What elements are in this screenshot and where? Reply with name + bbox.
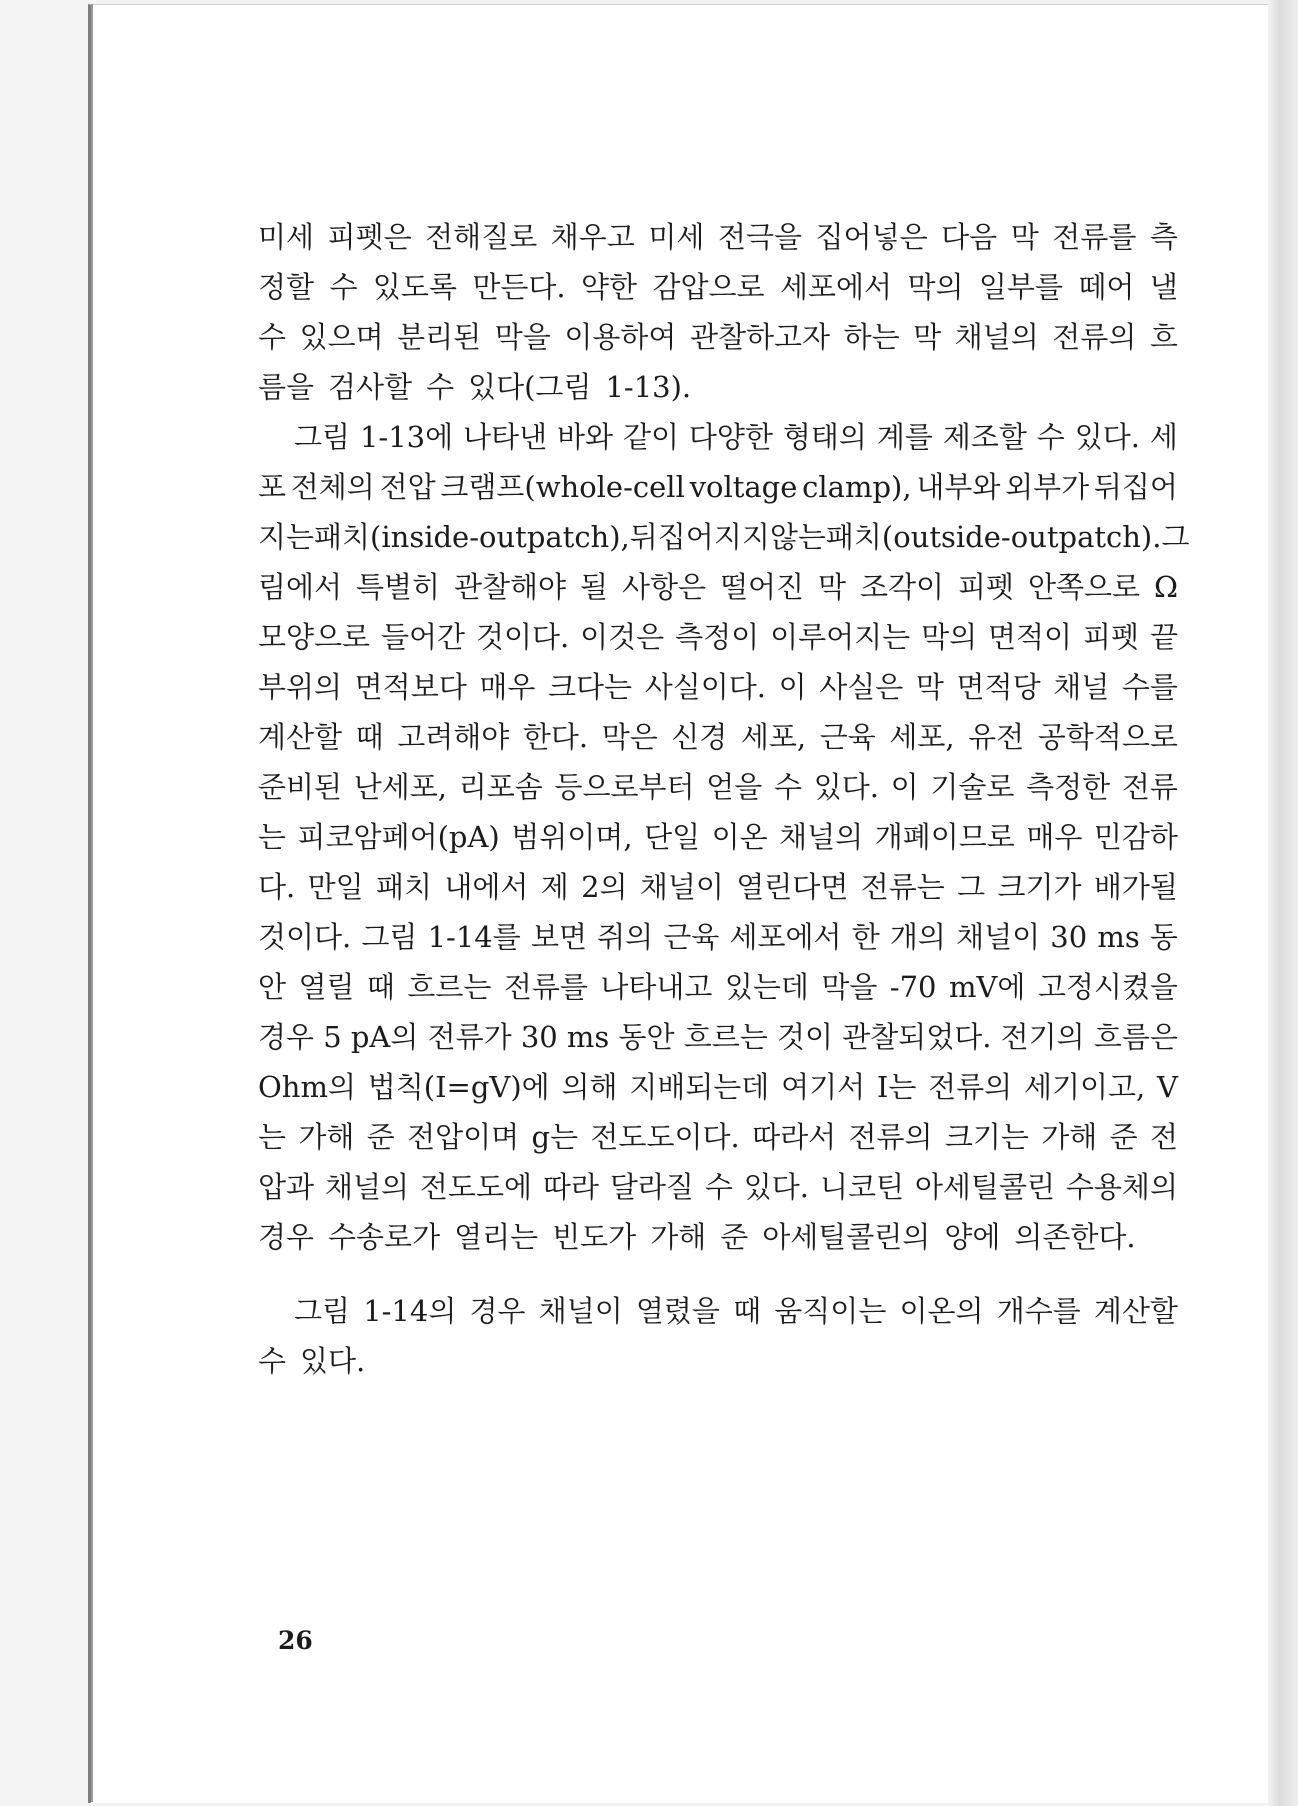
text-line: 림에서 특별히 관찰해야 될 사항은 떨어진 막 조각이 피펫 안쪽으로 Ω — [258, 570, 1178, 604]
page-left-edge — [91, 4, 93, 1802]
page-right-shadow — [1268, 0, 1298, 1806]
text-line: 는 피코암페어(pA) 범위이며, 단일 이온 채널의 개폐이므로 매우 민감하 — [258, 820, 1178, 854]
text-line: 계산할 때 고려해야 한다. 막은 신경 세포, 근육 세포, 유전 공학적으로 — [258, 720, 1178, 754]
text-line: 압과 채널의 전도도에 따라 달라질 수 있다. 니코틴 아세틸콜린 수용체의 — [258, 1170, 1178, 1204]
page-number: 26 — [278, 1626, 313, 1655]
paragraph-2 — [258, 412, 1190, 1262]
paragraph-gap — [258, 1262, 1178, 1286]
text-line: 경우 5 pA의 전류가 30 ms 동안 흐르는 것이 관찰되었다. 전기의 흐름은 — [258, 1020, 1178, 1054]
text-line: 다. 만일 패치 내에서 제 2의 채널이 열린다면 전류는 그 크기가 배가될 — [258, 870, 1178, 904]
text-line: 모양으로 들어간 것이다. 이것은 측정이 이루어지는 막의 면적이 피펫 끝 — [258, 620, 1178, 654]
text-line: 름을 검사할 수 있다(그림 1-13). — [258, 370, 692, 404]
paragraph-3 — [258, 1286, 1178, 1386]
text-line: 것이다. 그림 1-14를 보면 쥐의 근육 세포에서 한 개의 채널이 30 ms 동 — [258, 920, 1178, 954]
text-line: 포 전체의 전압 크램프(whole-cell voltage clamp), 내부와 외부가 뒤집어 — [258, 470, 1178, 504]
text-line: Ohm의 법칙(I=gV)에 의해 지배되는데 여기서 I는 전류의 세기이고, V — [258, 1070, 1178, 1104]
text-line: 수 있다. — [258, 1344, 366, 1378]
text-line: 준비된 난세포, 리포솜 등으로부터 얻을 수 있다. 이 기술로 측정한 전류 — [258, 770, 1178, 804]
text-line: 는 가해 준 전압이며 g는 전도도이다. 따라서 전류의 크기는 가해 준 전 — [258, 1120, 1178, 1154]
text-line: 그림 1-13에 나타낸 바와 같이 다양한 형태의 계를 제조할 수 있다. 세 — [294, 420, 1178, 454]
text-line: 미세 피펫은 전해질로 채우고 미세 전극을 집어넣은 다음 막 전류를 측 — [258, 220, 1178, 254]
body-text — [258, 212, 1190, 1386]
text-line: 정할 수 있도록 만든다. 약한 감압으로 세포에서 막의 일부를 떼어 낼 — [258, 270, 1178, 304]
text-line: 부위의 면적보다 매우 크다는 사실이다. 이 사실은 막 면적당 채널 수를 — [258, 670, 1178, 704]
text-line: 안 열릴 때 흐르는 전류를 나타내고 있는데 막을 -70 mV에 고정시켰을 — [258, 970, 1178, 1004]
text-line: 경우 수송로가 열리는 빈도가 가해 준 아세틸콜린의 양에 의존한다. — [258, 1220, 1136, 1254]
text-line: 수 있으며 분리된 막을 이용하여 관찰하고자 하는 막 채널의 전류의 흐 — [258, 320, 1178, 354]
paragraph-1 — [258, 212, 1178, 412]
text-line: 그림 1-14의 경우 채널이 열렸을 때 움직이는 이온의 개수를 계산할 — [294, 1294, 1178, 1328]
text-line: 지는 패치(inside-out patch), 뒤집어지지 않는 패치(outside-out patch). 그 — [258, 520, 1190, 554]
